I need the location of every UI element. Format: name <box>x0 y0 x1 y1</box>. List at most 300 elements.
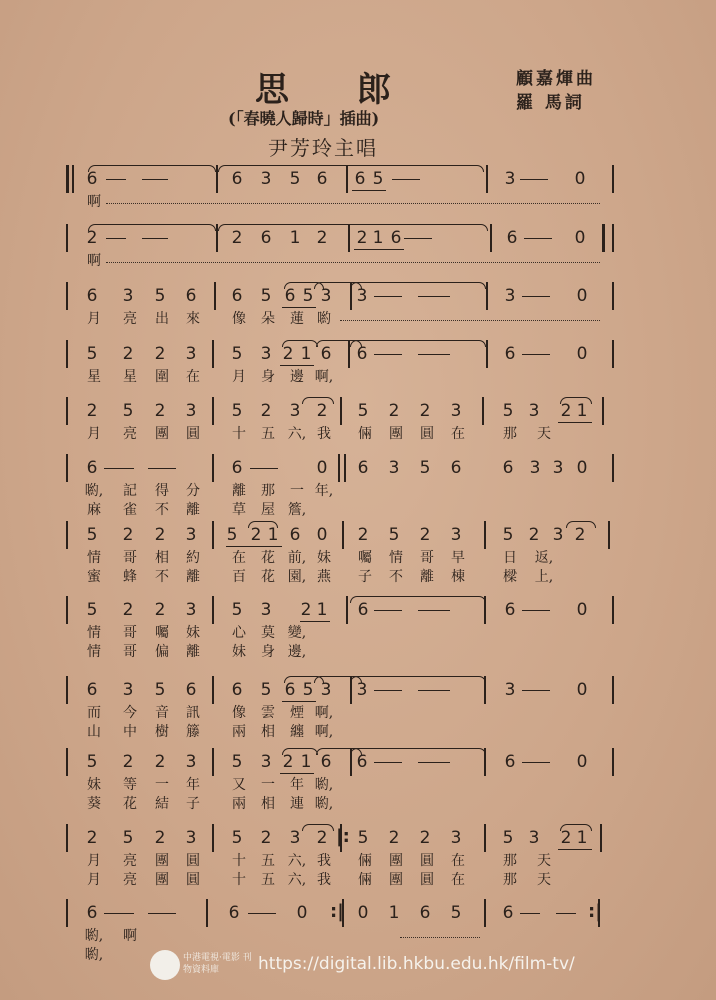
lyric-char: 樹 <box>155 724 169 740</box>
note: 2 <box>250 525 262 545</box>
note: 6 <box>86 903 98 923</box>
bar-line <box>206 899 208 927</box>
beam-underline <box>282 307 316 308</box>
note: 6 <box>506 228 518 248</box>
note: 5 <box>231 401 243 421</box>
lyric-char: 團 <box>155 853 169 869</box>
lyric-char: 情 <box>87 550 101 566</box>
note: 6 <box>320 344 332 364</box>
lyric-char: 日 <box>503 550 517 566</box>
lyric-char: 連 <box>290 796 304 812</box>
lyric-char: 月 <box>87 872 101 888</box>
note: 6 <box>284 680 296 700</box>
lyric-char: 妹 <box>317 550 331 566</box>
bar-line <box>612 282 614 310</box>
lyric-char: 一 <box>155 777 169 793</box>
note: 0 <box>576 680 588 700</box>
note: 2 <box>231 228 243 248</box>
bar-line <box>66 596 68 624</box>
note: 1 <box>576 828 588 848</box>
note: 6 <box>289 525 301 545</box>
lyric-char: 情 <box>389 550 403 566</box>
slur <box>350 282 486 289</box>
lyric-char: 分 <box>186 483 200 499</box>
dash-extension <box>522 690 550 691</box>
dash-extension <box>248 913 276 914</box>
note: 3 <box>504 680 516 700</box>
lyric-extension <box>106 262 600 263</box>
note: 2 <box>388 401 400 421</box>
repeat-end-sign: :| <box>330 901 344 922</box>
bar-line <box>482 397 484 425</box>
bar-line <box>600 824 602 852</box>
bar-line <box>66 899 68 927</box>
note: 6 <box>502 458 514 478</box>
note: 2 <box>560 401 572 421</box>
note: 2 <box>122 344 134 364</box>
note: 5 <box>86 752 98 772</box>
note: 2 <box>356 228 368 248</box>
lyric-char: 星 <box>123 369 137 385</box>
note: 2 <box>574 525 586 545</box>
lyric-char: 花 <box>261 569 275 585</box>
lyric-char: 得 <box>155 483 169 499</box>
note: 3 <box>260 344 272 364</box>
lyric-char: 來 <box>186 311 200 327</box>
bar-line <box>612 454 614 482</box>
lyric-char: 離 <box>186 569 200 585</box>
lyric-char: 喲, <box>84 483 104 499</box>
note: 1 <box>289 228 301 248</box>
lyric-char: 囑 <box>358 550 372 566</box>
lyric-char: 纏 <box>290 724 304 740</box>
lyricist-credit: 羅 馬詞 <box>516 93 585 113</box>
lyric-char: 年, <box>314 483 334 499</box>
bar-line <box>66 340 68 368</box>
lyric-char: 山 <box>87 724 101 740</box>
note: 5 <box>231 828 243 848</box>
note: 3 <box>504 286 516 306</box>
beam-underline <box>354 249 404 250</box>
bar-line <box>612 676 614 704</box>
bar-line <box>346 596 348 624</box>
note: 0 <box>576 600 588 620</box>
note: 5 <box>372 169 384 189</box>
note: 6 <box>357 600 369 620</box>
note: 6 <box>185 680 197 700</box>
lyric-char: 情 <box>87 625 101 641</box>
dash-extension <box>522 610 550 611</box>
lyric-char: 子 <box>358 569 372 585</box>
lyric-char: 記 <box>123 483 137 499</box>
dash-extension <box>374 610 402 611</box>
note: 6 <box>357 458 369 478</box>
lyric-char: 上, <box>534 569 554 585</box>
bar-line <box>66 454 68 482</box>
lyric-char: 圓 <box>420 426 434 442</box>
lyric-char: 團 <box>155 872 169 888</box>
dash-extension <box>556 913 576 914</box>
note: 5 <box>122 828 134 848</box>
lyric-char: 早 <box>451 550 465 566</box>
lyric-char: 又 <box>232 777 246 793</box>
dash-extension <box>418 762 450 763</box>
lyric-char: 六, <box>287 426 307 442</box>
note: 2 <box>560 828 572 848</box>
lyric-char: 在 <box>451 872 465 888</box>
note: 2 <box>154 401 166 421</box>
beam-underline <box>280 773 314 774</box>
bar-line <box>66 165 69 193</box>
lyric-char: 月 <box>87 853 101 869</box>
note: 2 <box>419 525 431 545</box>
note: 5 <box>502 828 514 848</box>
lyric-char: 相 <box>261 724 275 740</box>
note: 6 <box>502 903 514 923</box>
dash-extension <box>106 238 126 239</box>
lyric-char: 百 <box>232 569 246 585</box>
note: 5 <box>86 344 98 364</box>
note: 5 <box>231 344 243 364</box>
note: 3 <box>504 169 516 189</box>
lyric-char: 團 <box>389 872 403 888</box>
lyric-char: 中 <box>123 724 137 740</box>
lyric-char: 十 <box>232 426 246 442</box>
bar-line <box>484 899 486 927</box>
dash-extension <box>374 296 402 297</box>
note: 2 <box>282 752 294 772</box>
note: 5 <box>289 169 301 189</box>
lyric-char: 結 <box>155 796 169 812</box>
note: 6 <box>504 752 516 772</box>
lyric-char: 圓 <box>186 426 200 442</box>
note: 2 <box>122 525 134 545</box>
dash-extension <box>392 179 420 180</box>
lyric-char: 六, <box>287 872 307 888</box>
note: 3 <box>260 600 272 620</box>
lyric-char: 朵 <box>261 311 275 327</box>
lyric-char: 團 <box>389 853 403 869</box>
slur <box>350 748 486 755</box>
note: 0 <box>316 525 328 545</box>
repeat-start-sign: |: <box>336 826 350 847</box>
lyric-char: 離 <box>420 569 434 585</box>
lyric-char: 園, <box>287 569 307 585</box>
slur <box>218 224 488 231</box>
lyric-char: 音 <box>155 705 169 721</box>
note: 6 <box>390 228 402 248</box>
note: 6 <box>356 752 368 772</box>
lyric-char: 囑 <box>155 625 169 641</box>
lyric-char: 屋 <box>261 502 275 518</box>
note: 5 <box>122 401 134 421</box>
note: 6 <box>354 169 366 189</box>
bar-line <box>612 224 614 252</box>
bar-line <box>486 340 488 368</box>
dash-extension <box>404 238 432 239</box>
watermark-logo-text: 中港電視·電影 刊物資料庫 <box>183 953 252 975</box>
dash-extension <box>418 610 450 611</box>
watermark-url: https://digital.lib.hkbu.edu.hk/film-tv/ <box>258 954 575 974</box>
slur <box>350 596 486 603</box>
beam-underline <box>558 849 592 850</box>
note: 0 <box>316 458 328 478</box>
lyric-char: 一 <box>290 483 304 499</box>
bar-line <box>212 824 214 852</box>
beam-underline <box>282 701 316 702</box>
lyric-char: 月 <box>232 369 246 385</box>
lyric-char: 天 <box>537 853 551 869</box>
beam-underline <box>280 365 314 366</box>
bar-line <box>66 521 68 549</box>
lyric-char: 妹 <box>87 777 101 793</box>
note: 6 <box>450 458 462 478</box>
lyric-char: 十 <box>232 853 246 869</box>
note: 6 <box>419 903 431 923</box>
note: 0 <box>576 286 588 306</box>
slur <box>218 165 484 172</box>
note: 0 <box>357 903 369 923</box>
bar-line <box>484 824 486 852</box>
lyric-char: 那 <box>503 872 517 888</box>
lyric-char: 喲, <box>314 796 334 812</box>
note: 3 <box>356 286 368 306</box>
note: 3 <box>552 525 564 545</box>
composer-credit: 顧嘉煇曲 <box>516 69 596 89</box>
note: 0 <box>296 903 308 923</box>
slur <box>282 340 318 347</box>
note: 2 <box>154 828 166 848</box>
bar-line <box>344 454 346 482</box>
lyric-char: 情 <box>87 644 101 660</box>
dash-extension <box>374 762 402 763</box>
lyric-char: 亮 <box>123 872 137 888</box>
slur <box>88 224 216 231</box>
song-title: 思 郎 <box>255 70 419 110</box>
lyric-char: 啊 <box>123 928 137 944</box>
bar-line <box>66 824 68 852</box>
lyric-char: 喲 <box>317 311 331 327</box>
note: 3 <box>320 286 332 306</box>
header <box>0 0 716 160</box>
lyric-char: 相 <box>261 796 275 812</box>
note: 2 <box>154 344 166 364</box>
lyric-char: 變, <box>287 625 307 641</box>
lyric-char: 像 <box>232 311 246 327</box>
note: 3 <box>185 401 197 421</box>
note: 2 <box>154 525 166 545</box>
dash-extension <box>374 354 402 355</box>
dash-extension <box>522 354 550 355</box>
note: 3 <box>289 828 301 848</box>
lyric-char: 訊 <box>186 705 200 721</box>
lyric-char: 邊 <box>290 369 304 385</box>
dash-extension <box>148 468 176 469</box>
lyric-char: 籐 <box>186 724 200 740</box>
dash-extension <box>374 690 402 691</box>
lyric-char: 圍 <box>155 369 169 385</box>
note: 2 <box>316 828 328 848</box>
bar-line <box>212 521 214 549</box>
lyric-char: 前, <box>287 550 307 566</box>
note: 3 <box>528 828 540 848</box>
lyric-char: 啊, <box>314 724 334 740</box>
lyric-char: 月 <box>87 311 101 327</box>
slur <box>302 397 334 404</box>
note: 3 <box>450 525 462 545</box>
bar-line <box>212 748 214 776</box>
slur <box>350 340 486 347</box>
note: 2 <box>300 600 312 620</box>
note: 2 <box>316 228 328 248</box>
note: 3 <box>260 169 272 189</box>
dash-extension <box>418 690 450 691</box>
lyric-char: 哥 <box>123 644 137 660</box>
note: 6 <box>86 458 98 478</box>
note: 5 <box>450 903 462 923</box>
lyric-char: 草 <box>232 502 246 518</box>
note: 5 <box>154 286 166 306</box>
beam-underline <box>300 621 330 622</box>
lyric-char: 兩 <box>232 796 246 812</box>
note: 3 <box>122 680 134 700</box>
note: 2 <box>260 828 272 848</box>
note: 2 <box>282 344 294 364</box>
bar-line <box>212 454 214 482</box>
bar-line <box>612 165 614 193</box>
note: 2 <box>154 752 166 772</box>
lyric-char: 返, <box>534 550 554 566</box>
lyric-char: 不 <box>389 569 403 585</box>
song-subtitle: (「春曉人歸時」插曲) <box>228 109 380 128</box>
lyric-char: 像 <box>232 705 246 721</box>
lyric-extension <box>340 320 600 321</box>
bar-line <box>66 676 68 704</box>
slur <box>282 748 318 755</box>
note: 6 <box>231 286 243 306</box>
note: 3 <box>185 344 197 364</box>
note: 6 <box>356 344 368 364</box>
lyric-char: 圓 <box>420 872 434 888</box>
note: 6 <box>260 228 272 248</box>
beam-underline <box>226 546 282 547</box>
slur <box>350 676 486 683</box>
note: 5 <box>260 680 272 700</box>
bar-line <box>212 596 214 624</box>
lyric-char: 哥 <box>420 550 434 566</box>
lyric-char: 雀 <box>123 502 137 518</box>
slur <box>88 165 216 172</box>
slur <box>566 521 596 528</box>
lyric-char: 雲 <box>261 705 275 721</box>
dash-extension <box>142 179 168 180</box>
note: 5 <box>502 401 514 421</box>
bar-line <box>212 397 214 425</box>
note: 1 <box>576 401 588 421</box>
bar-line <box>66 748 68 776</box>
dash-extension <box>148 913 176 914</box>
lyric-char: 邊, <box>287 644 307 660</box>
note: 3 <box>185 600 197 620</box>
note: 0 <box>574 169 586 189</box>
note: 3 <box>289 401 301 421</box>
bar-line <box>602 224 605 252</box>
slur <box>560 824 592 831</box>
note: 1 <box>372 228 384 248</box>
lyric-char: 五 <box>261 872 275 888</box>
lyric-char: 兩 <box>232 724 246 740</box>
note: 5 <box>357 828 369 848</box>
note: 6 <box>231 169 243 189</box>
dash-extension <box>418 354 450 355</box>
dash-extension <box>104 468 134 469</box>
note: 2 <box>86 401 98 421</box>
dash-extension <box>106 179 126 180</box>
note: 1 <box>316 600 328 620</box>
slur <box>560 397 592 404</box>
note: 3 <box>122 286 134 306</box>
dash-extension <box>418 296 450 297</box>
lyric-char: 六, <box>287 853 307 869</box>
lyric-char: 圓 <box>186 872 200 888</box>
singer-credit: 尹芳玲主唱 <box>268 136 378 160</box>
note: 2 <box>154 600 166 620</box>
note: 0 <box>576 344 588 364</box>
lyric-char: 啊, <box>314 369 334 385</box>
lyric-char: 心 <box>232 625 246 641</box>
bar-line <box>338 454 340 482</box>
lyric-char: 煙 <box>290 705 304 721</box>
bar-line <box>608 521 610 549</box>
lyric-extension <box>106 203 600 204</box>
lyric-char: 團 <box>389 426 403 442</box>
bar-line <box>66 224 68 252</box>
note: 3 <box>388 458 400 478</box>
lyric-char: 一 <box>261 777 275 793</box>
lyric-char: 圓 <box>420 853 434 869</box>
note: 5 <box>388 525 400 545</box>
bar-line <box>486 282 488 310</box>
note: 2 <box>419 401 431 421</box>
lyric-char: 五 <box>261 853 275 869</box>
note: 3 <box>528 401 540 421</box>
note: 3 <box>320 680 332 700</box>
lyric-char: 蜂 <box>123 569 137 585</box>
note: 2 <box>122 752 134 772</box>
note: 6 <box>86 680 98 700</box>
note: 5 <box>502 525 514 545</box>
lyric-char: 燕 <box>317 569 331 585</box>
lyric-char: 離 <box>232 483 246 499</box>
bar-line <box>66 397 68 425</box>
note: 5 <box>231 752 243 772</box>
bar-line <box>602 397 604 425</box>
bar-line <box>66 282 68 310</box>
dash-extension <box>522 296 550 297</box>
lyric-char: 在 <box>186 369 200 385</box>
note: 6 <box>86 169 98 189</box>
note: 6 <box>231 458 243 478</box>
bar-line <box>484 521 486 549</box>
note: 2 <box>388 828 400 848</box>
note: 6 <box>284 286 296 306</box>
lyric-char: 出 <box>155 311 169 327</box>
dash-extension <box>524 238 552 239</box>
lyric-char: 在 <box>232 550 246 566</box>
note: 1 <box>300 344 312 364</box>
lyric-char: 蓮 <box>290 311 304 327</box>
bar-line <box>340 397 342 425</box>
